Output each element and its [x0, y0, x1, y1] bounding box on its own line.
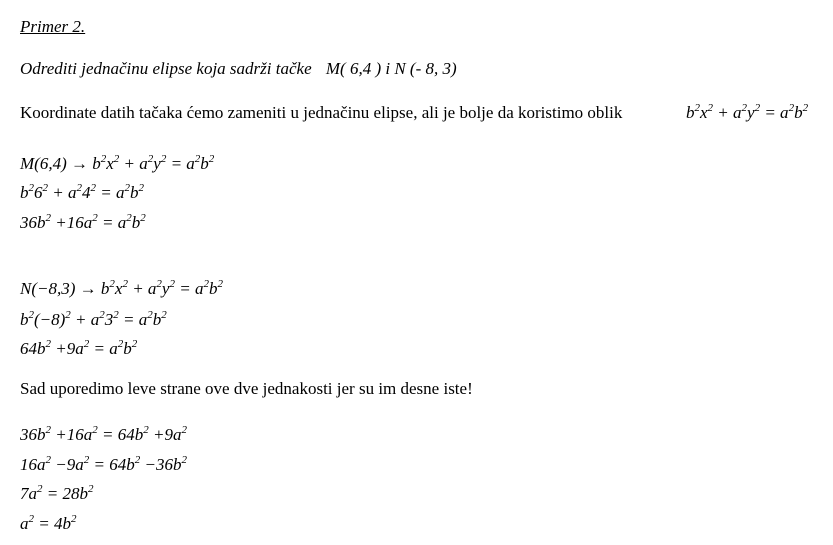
task-text: Odrediti jednačinu elipse koja sadrži tačke — [20, 59, 312, 78]
intro-paragraph — [20, 102, 809, 123]
equation-result-2: $16a^2 -9a^2 = 64b^2 -36b^2$ — [20, 454, 187, 474]
comparison-note: Sad uporedimo leve strane ove dve jednakosti jer su im desne iste! — [20, 379, 473, 398]
equation-result-3: $7a^2 = 28b^2$ — [20, 483, 94, 503]
equation-n-3: $64b^2 +9a^2 = a^2b^2$ — [20, 338, 138, 358]
task-statement — [20, 59, 457, 79]
equation-result-1: $36b^2 +16a^2 = 64b^2 +9a^2$ — [20, 424, 187, 444]
intro-text: Koordinate datih tačaka ćemo zameniti u jednačinu elipse, ali je bolje da koristimo oblik — [20, 103, 623, 122]
equation-m-3: $36b^2 +16a^2 = a^2b^2$ — [20, 212, 146, 232]
example-heading: Primer 2. — [20, 17, 86, 36]
equation-result-4: $a^2 = 4b^2$ — [20, 513, 77, 533]
equation-m-1: $M(6,4) \to b^2x^2 + a^2y^2 = a^2b^2$ — [20, 153, 215, 173]
equation-m-2: $b^26^2 + a^24^2 = a^2b^2$ — [20, 182, 144, 202]
ellipse-form: $b^2x^2 + a^2y^2 = a^2b^2$ — [686, 102, 809, 122]
equation-n-2: $b^2(-8)^2 + a^23^2 = a^2b^2$ — [20, 309, 167, 329]
equation-n-1: $N(-8,3) \to b^2x^2 + a^2y^2 = a^2b^2$ — [20, 278, 223, 298]
task-points: M( 6,4 ) i N (- 8, 3) — [325, 59, 457, 78]
